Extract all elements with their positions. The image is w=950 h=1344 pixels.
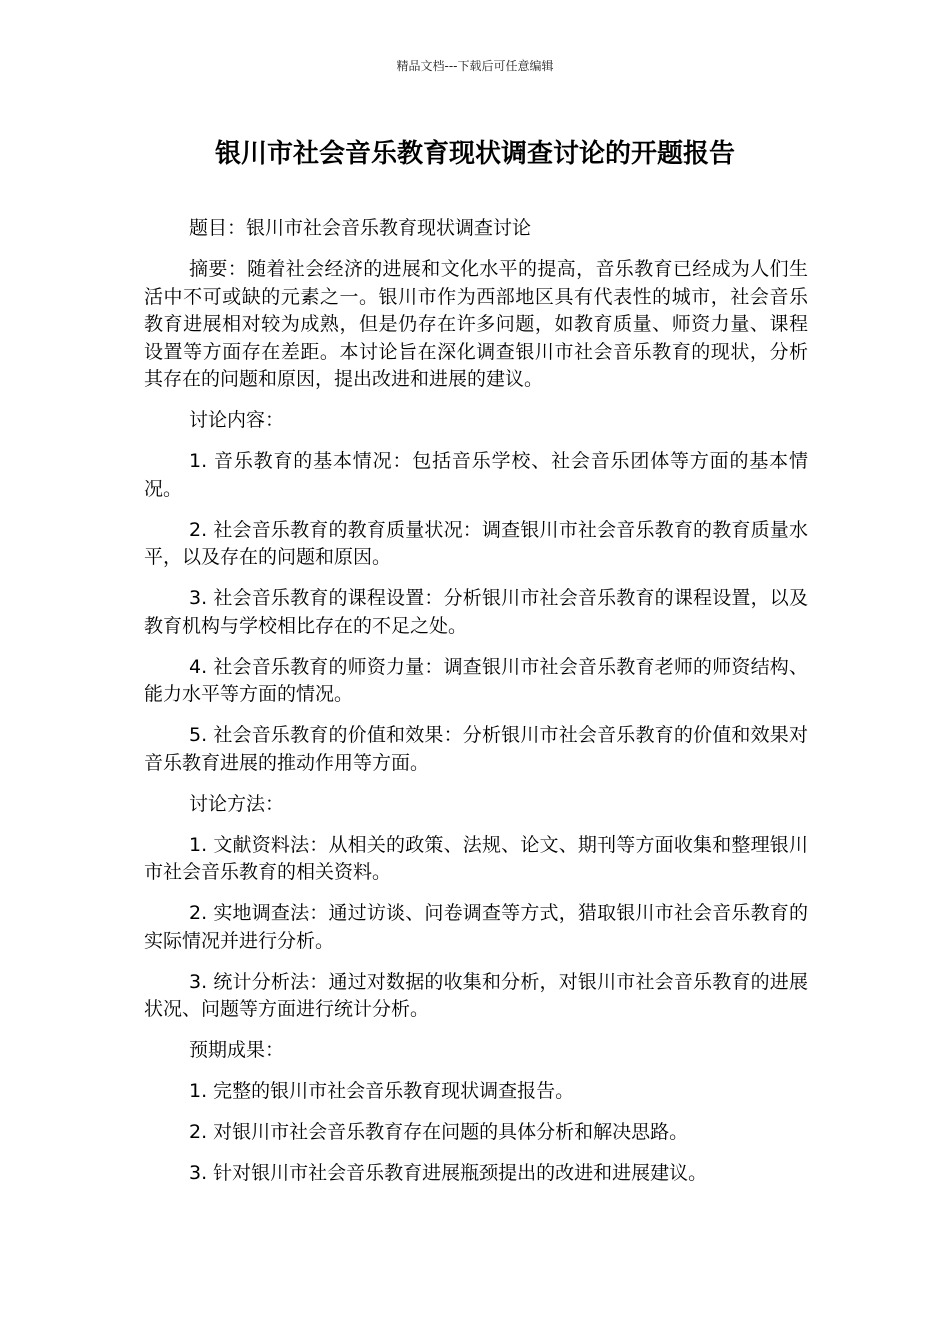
results-item: 2. 对银川市社会音乐教育存在问题的具体分析和解决思路。 (189, 1121, 689, 1143)
content-item: 5. 社会音乐教育的价值和效果：分析银川市社会音乐教育的价值和效果对音乐教育进展的推动作用等方面。 (144, 724, 808, 774)
content-item: 3. 社会音乐教育的课程设置：分析银川市社会音乐教育的课程设置，以及教育机构与学校相比存在的不足之处。 (144, 587, 808, 637)
content-heading: 讨论内容： (189, 409, 285, 431)
content-item: 4. 社会音乐教育的师资力量：调查银川市社会音乐教育老师的师资结构、能力水平等方面的情况。 (144, 655, 808, 705)
results-heading: 预期成果： (189, 1039, 285, 1061)
header-note: 精品文档---下载后可任意编辑 (396, 59, 554, 73)
abstract-paragraph: 摘要：随着社会经济的进展和文化水平的提高，音乐教育已经成为人们生活中不可或缺的元素之一。银川市作为西部地区具有代表性的城市，社会音乐教育进展相对较为成熟，但是仍存在许多问题，如教育质量、师资力量、课程设置等方面存在差距。本讨论旨在深化调查银川市社会音乐教育的现状，分析其存在的问题和原因，提出改进和进展的建议。 (144, 258, 808, 390)
content-item: 1. 音乐教育的基本情况：包括音乐学校、社会音乐团体等方面的基本情况。 (144, 450, 808, 500)
document-body (144, 215, 808, 1201)
results-item: 3. 针对银川市社会音乐教育进展瓶颈提出的改进和进展建议。 (189, 1162, 708, 1184)
results-item: 1. 完整的银川市社会音乐教育现状调查报告。 (189, 1080, 575, 1102)
method-heading: 讨论方法： (189, 792, 285, 815)
topic-paragraph: 题目：银川市社会音乐教育现状调查讨论 (189, 217, 532, 239)
content-item: 2. 社会音乐教育的教育质量状况：调查银川市社会音乐教育的教育质量水平，以及存在的问题和原因。 (144, 518, 808, 568)
method-item: 1. 文献资料法：从相关的政策、法规、论文、期刊等方面收集和整理银川市社会音乐教育的相关资料。 (144, 833, 808, 883)
page-title: 银川市社会音乐教育现状调查讨论的开题报告 (214, 139, 735, 169)
method-item: 2. 实地调查法：通过访谈、问卷调查等方式，猎取银川市社会音乐教育的实际情况并进行分析。 (144, 902, 808, 952)
method-item: 3. 统计分析法：通过对数据的收集和分析，对银川市社会音乐教育的进展状况、问题等方面进行统计分析。 (144, 970, 808, 1020)
